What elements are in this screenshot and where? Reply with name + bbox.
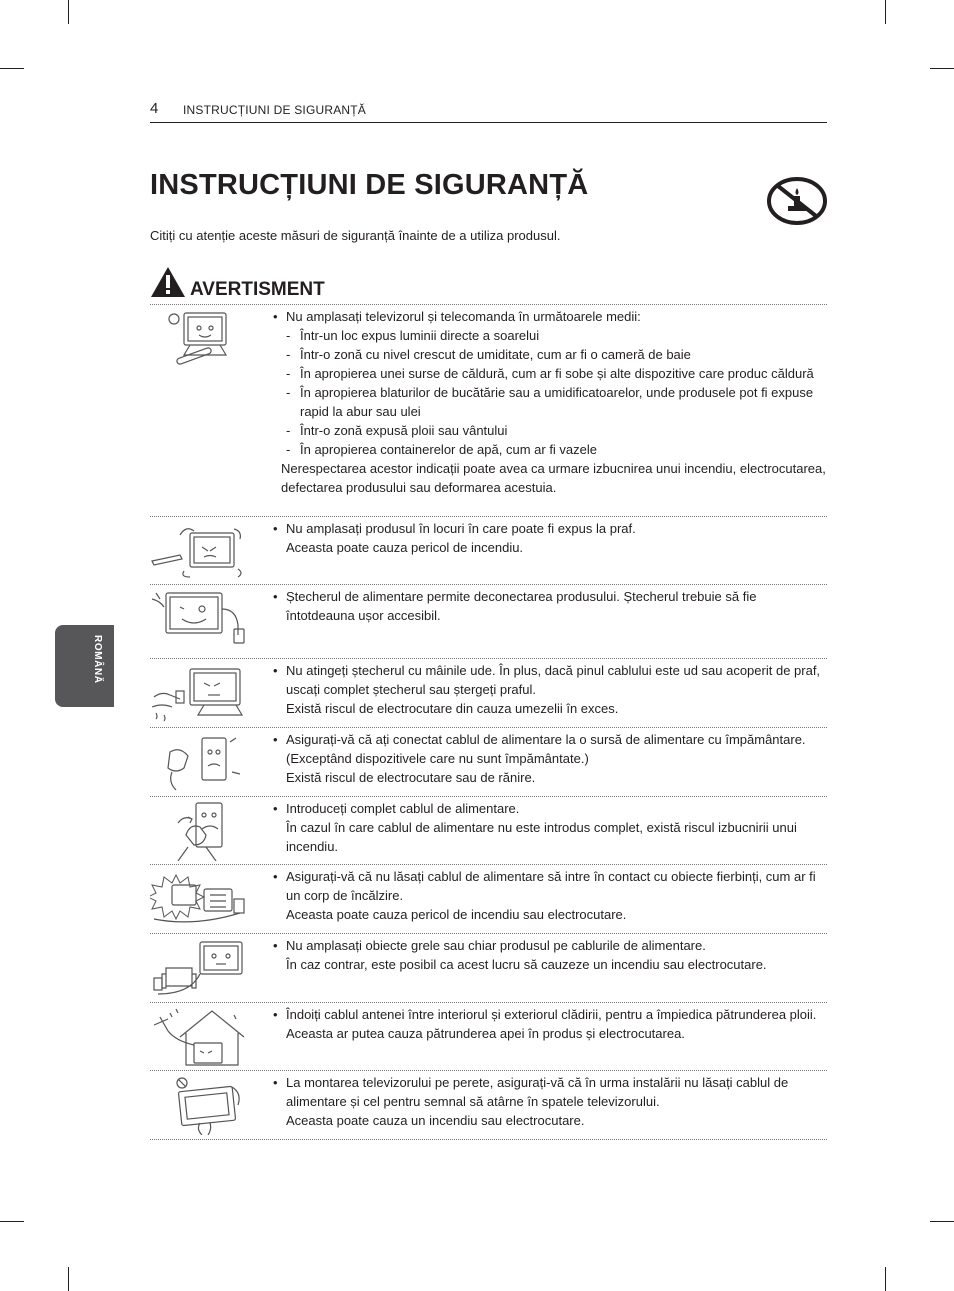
warning-note: Nerespectarea acestor indicații poate avea ca urmare izbucnirea unui incendiu, electrocutarea, defectarea produsului sau deformarea acestuia. — [281, 461, 826, 495]
warning-consequence: Există riscul de electrocutare sau de rănire. — [286, 770, 536, 785]
intro-text: Citiți cu atenție aceste măsuri de siguranță înainte de a utiliza produsul. — [150, 228, 561, 243]
crop-mark — [68, 0, 69, 24]
warning-item — [150, 517, 827, 585]
warning-text: • Nu amplasați obiecte grele sau chiar produsul pe cablurile de alimentare. — [272, 936, 827, 955]
warning-item — [150, 934, 827, 1003]
warning-subitem: - Într-un loc expus luminii directe a soarelui — [272, 326, 827, 345]
warning-subitem: - În apropierea unei surse de căldură, cum ar fi sobe și alte dispozitive care produc căldură — [272, 364, 827, 383]
crop-mark — [930, 1221, 954, 1222]
warning-consequence: În cazul în care cablul de alimentare nu este introdus complet, există riscul izbucnirii unui incendiu. — [286, 820, 797, 854]
crop-mark — [68, 1267, 69, 1291]
warning-item — [150, 305, 827, 517]
warning-consequence: În caz contrar, este posibil ca acest lucru să cauzeze un incendiu sau electrocutare. — [286, 957, 767, 972]
warning-item — [150, 1071, 827, 1140]
warning-subitem: - În apropierea containerelor de apă, cum ar fi vazele — [272, 440, 827, 459]
warning-consequence: Aceasta poate cauza pericol de incendiu. — [286, 540, 524, 555]
crop-mark — [885, 1267, 886, 1291]
insert-cable-illustration — [150, 801, 250, 861]
warning-item — [150, 728, 827, 797]
grounded-outlet-illustration — [150, 732, 250, 792]
warning-item — [150, 585, 827, 659]
crop-mark — [0, 1221, 24, 1222]
warning-text: • Ștecherul de alimentare permite deconectarea produsului. Ștecherul trebuie să fie întotdeauna ușor accesibil. — [272, 587, 827, 625]
warning-subitem: - În apropierea blaturilor de bucătărie sau a umidificatoarelor, unde produsele pot fi expuse rapid la abur sau ulei — [272, 383, 827, 421]
wet-hands-illustration — [150, 663, 250, 723]
heavy-object-cable-illustration — [150, 938, 250, 998]
warning-item — [150, 1003, 827, 1071]
page-header — [150, 100, 827, 123]
warning-text: • Nu atingeți ștecherul cu mâinile ude. În plus, dacă pinul cablului este ud sau acoperit de praf, uscați complet ștecherul sau ștergeți praful. — [272, 661, 827, 699]
tv-remote-illustration — [160, 307, 250, 371]
warning-triangle-icon — [150, 266, 186, 298]
page-title: INSTRUCȚIUNI DE SIGURANȚĂ — [150, 169, 589, 201]
no-water-icon — [766, 176, 828, 226]
crop-mark — [930, 68, 954, 69]
dust-tv-illustration — [150, 521, 250, 581]
wall-mount-cable-illustration — [150, 1075, 250, 1135]
warning-text: • Introduceți complet cablul de alimentare. — [272, 799, 827, 818]
warning-text: • Îndoiți cablul antenei între interiorul și exteriorul clădirii, pentru a împiedica pătrunderea ploii. — [272, 1005, 827, 1024]
warning-title: AVERTISMENT — [190, 279, 325, 300]
warning-subitem: - Într-o zonă expusă ploii sau vântului — [272, 421, 827, 440]
warning-consequence: Aceasta ar putea cauza pătrunderea apei în produs și electrocutarea. — [286, 1026, 685, 1041]
warning-item — [150, 797, 827, 865]
warning-item — [150, 865, 827, 934]
language-tab-label: ROMÂNĂ — [92, 635, 103, 684]
warning-text: • Asigurați-vă că ați conectat cablul de alimentare la o sursă de alimentare cu împământare. (Exceptând dispozitivele care nu sunt împământate.) — [272, 730, 827, 768]
heater-cable-illustration — [150, 869, 250, 929]
warning-list — [150, 304, 827, 1140]
warning-consequence: Aceasta poate cauza un incendiu sau electrocutare. — [286, 1113, 585, 1128]
warning-text: • Asigurați-vă că nu lăsați cablul de alimentare să intre în contact cu obiecte fierbinți, cum ar fi un corp de încălzire. — [272, 867, 827, 905]
running-title: INSTRUCȚIUNI DE SIGURANȚĂ — [183, 103, 367, 117]
antenna-house-illustration — [150, 1007, 250, 1067]
warning-subitem: - Într-o zonă cu nivel crescut de umiditate, cum ar fi o cameră de baie — [272, 345, 827, 364]
warning-consequence: Aceasta poate cauza pericol de incendiu sau electrocutare. — [286, 907, 627, 922]
page-number: 4 — [150, 100, 159, 117]
language-tab — [55, 625, 114, 707]
crop-mark — [885, 0, 886, 24]
warning-text: • Nu amplasați produsul în locuri în care poate fi expus la praf. — [272, 519, 827, 538]
warning-text: • La montarea televizorului pe perete, asigurați-vă că în urma instalării nu lăsați cablul de alimentare și cel pentru semnal să atârne în spatele televizorului. — [272, 1073, 827, 1111]
warning-item — [150, 659, 827, 728]
warning-text: • Nu amplasați televizorul și telecomanda în următoarele medii: — [272, 307, 827, 326]
warning-consequence: Există riscul de electrocutare din cauza umezelii în exces. — [286, 701, 619, 716]
plug-access-illustration — [150, 589, 250, 649]
crop-mark — [0, 68, 24, 69]
